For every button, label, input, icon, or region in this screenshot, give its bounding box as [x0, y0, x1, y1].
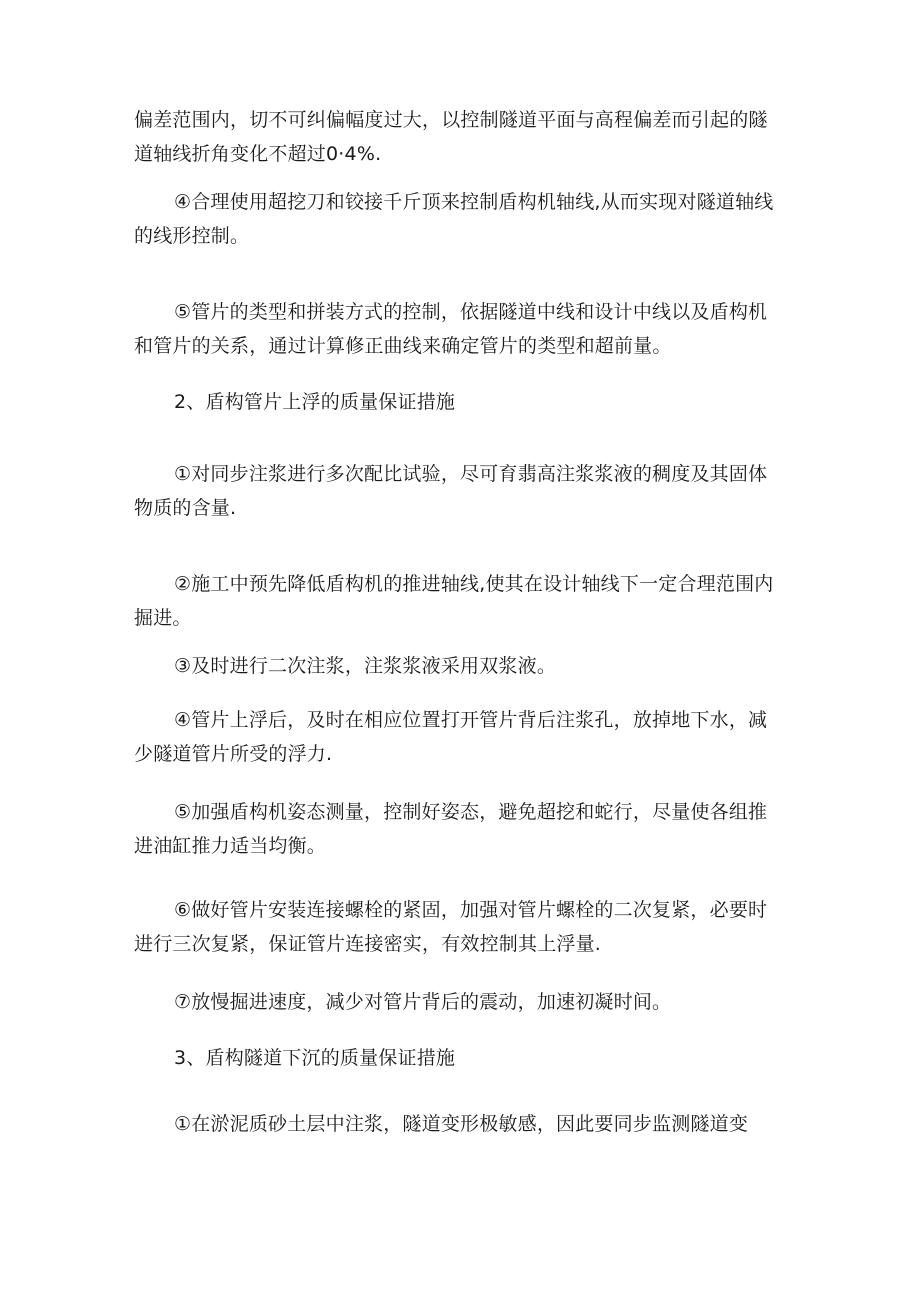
paragraph-item-5: ⑤管片的类型和拼装方式的控制，依据隧道中线和设计中线以及盾构机和管片的关系，通过计算修正曲线来确定管片的类型和超前量。: [134, 301, 768, 357]
paragraph-item-7: ⑦放慢掘进速度，减少对管片背后的震动，加速初凝时间。: [174, 991, 672, 1013]
section-heading-2: 2、盾构管片上浮的质量保证措施: [174, 391, 456, 413]
paragraph-item-3: ③及时进行二次注浆，注浆浆液采用双浆液。: [174, 655, 557, 677]
paragraph-continuation: 偏差范围内，切不可纠偏幅度过大，以控制隧道平面与高程偏差而引起的隧道轴线折角变化不超过0·4%.: [134, 109, 768, 165]
paragraph-item-5b: ⑤加强盾构机姿态测量，控制好姿态，避免超挖和蛇行，尽量使各组推进油缸推力适当均衡。: [134, 801, 768, 857]
paragraph-item-4: ④合理使用超挖刀和铰接千斤顶来控制盾构机轴线,从而实现对隧道轴线的线形控制。: [134, 191, 774, 247]
section-heading-3: 3、盾构隧道下沉的质量保证措施: [174, 1047, 456, 1069]
paragraph-item-4b: ④管片上浮后，及时在相应位置打开管片背后注浆孔，放掉地下水，减少隧道管片所受的浮力.: [134, 709, 768, 765]
paragraph-item-6: ⑥做好管片安装连接螺栓的紧固，加强对管片螺栓的二次复紧，必要时进行三次复紧，保证管片连接密实，有效控制其上浮量.: [134, 899, 768, 955]
paragraph-item-1b: ①在淤泥质砂土层中注浆，隧道变形极敏感，因此要同步监测隧道变: [174, 1113, 749, 1135]
paragraph-item-1: ①对同步注浆进行多次配比试验，尽可育翡高注浆浆液的稠度及其固体物质的含量.: [134, 463, 768, 519]
paragraph-item-2: ②施工中预先降低盾构机的推进轴线,使其在设计轴线下一定合理范围内掘进。: [134, 573, 774, 629]
